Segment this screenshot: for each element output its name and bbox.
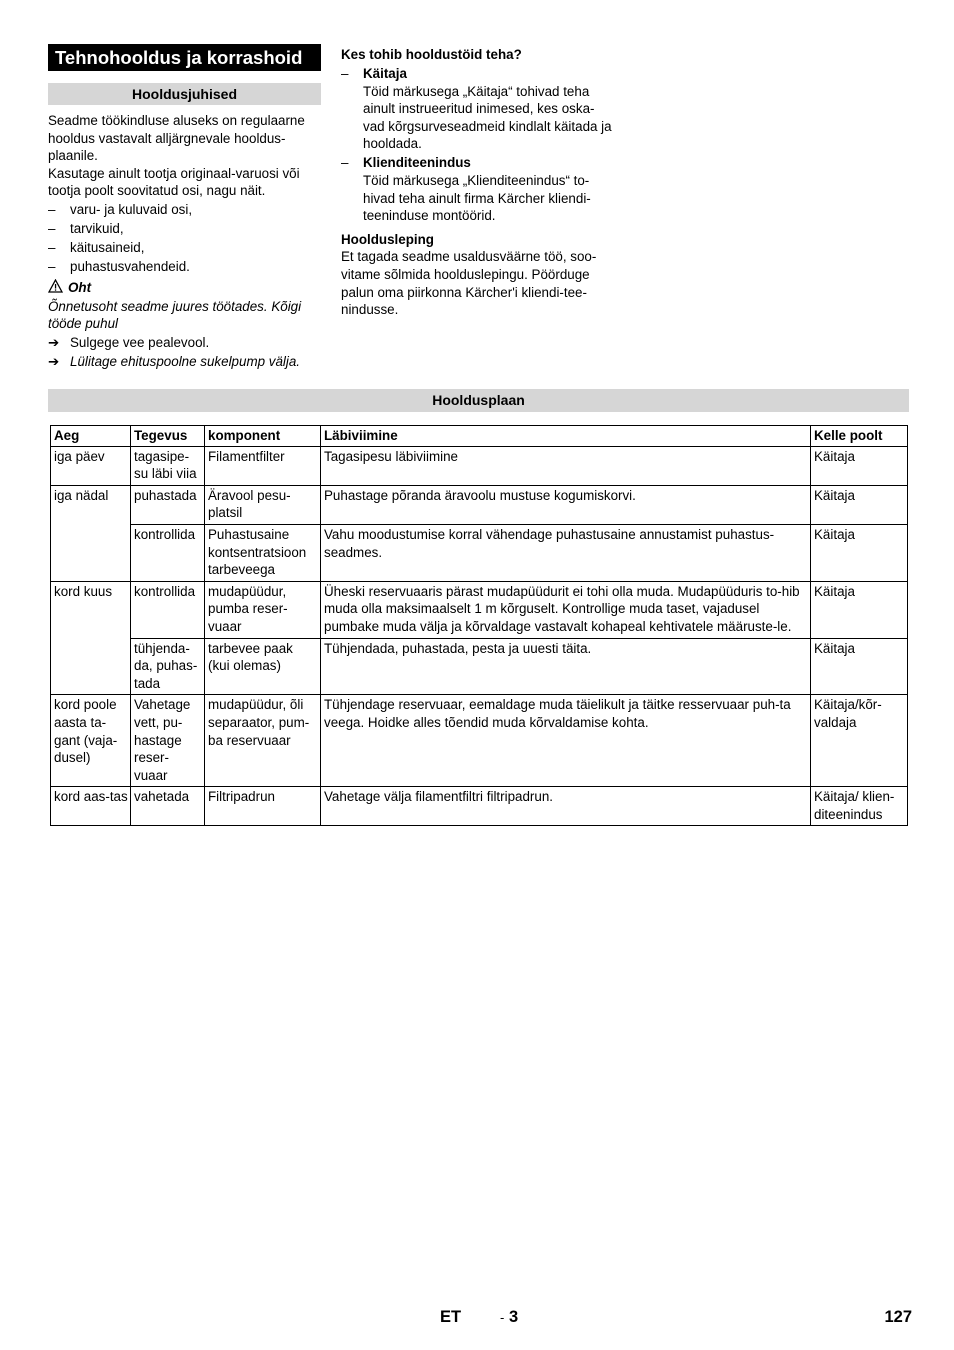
footer-section-number: 3	[508, 1308, 519, 1326]
cell-tegevus: kontrollida	[131, 581, 205, 638]
page-title: Tehnohooldus ja korrashoid	[48, 44, 321, 71]
cell-labiviimine: Tagasipesu läbiviimine	[321, 446, 811, 485]
col-header-tegevus: Tegevus	[131, 426, 205, 447]
contract-heading: Hooldusleping	[341, 231, 434, 247]
warning-text: Õnnetusoht seadme juures töötades. Kõigi tööde puhul	[48, 298, 302, 332]
footer-section-page	[500, 1307, 518, 1328]
table-row	[51, 581, 908, 638]
table-header-row	[51, 426, 908, 447]
list-item	[48, 239, 321, 257]
table-row	[51, 695, 908, 787]
cell-komponent: Filtripadrun	[205, 787, 321, 826]
dash-bullet: –	[48, 202, 56, 218]
cell-aeg: kord poole aasta ta-gant (vaja-dusel)	[51, 695, 131, 787]
cell-komponent: Puhastusaine kontsentratsioon tarbeveega	[205, 524, 321, 581]
step-item	[48, 353, 321, 371]
list-item-text: tarvikuid,	[70, 221, 124, 237]
role-description: Töid märkusega „Käitaja“ tohivad teha ainult instrueeritud inimesed, kes oska-vad kõrgsurveseadmeid kindlalt käitada ja hooldada.	[363, 83, 612, 152]
dash-bullet: –	[341, 155, 349, 171]
role-label: Käitaja	[363, 65, 407, 81]
cell-labiviimine: Vahu moodustumise korral vähendage puhastusaine annustamist puhastus-seadmes.	[321, 524, 811, 581]
list-item	[48, 258, 321, 276]
cell-komponent: Filamentfilter	[205, 446, 321, 485]
cell-tegevus: tagasipe-su läbi viia	[131, 446, 205, 485]
dash-bullet: –	[48, 259, 56, 275]
list-item	[48, 220, 321, 238]
cell-komponent: Äravool pesu-platsil	[205, 485, 321, 524]
cell-kelle-poolt: Käitaja/ klien-diteenindus	[811, 787, 908, 826]
table-row	[51, 446, 908, 485]
step-text: Lülitage ehituspoolne sukelpump välja.	[70, 354, 301, 370]
list-item-text: puhastusvahendeid.	[70, 259, 190, 275]
cell-labiviimine: Tühjendage reservuaar, eemaldage muda täielikult ja täitke resservuaar puh-ta veega. Hoidke alles tõendid muda kõrvaldamise kohta.	[321, 695, 811, 787]
role-label: Klienditeenindus	[363, 155, 471, 171]
dash-bullet: –	[48, 221, 56, 237]
cell-kelle-poolt: Käitaja	[811, 638, 908, 695]
section-heading-hooldusplaan: Hooldusplaan	[48, 389, 909, 412]
arrow-right-icon: ➔	[48, 354, 60, 370]
footer-minus: -	[500, 1310, 505, 1325]
intro-paragraph: Seadme töökindluse aluseks on regulaarne hooldus vastavalt alljärgnevale hooldus-plaanile.	[48, 113, 305, 164]
cell-tegevus: vahetada	[131, 787, 205, 826]
cell-aeg: kord aas-tas	[51, 787, 131, 826]
role-item-kaitaja	[341, 65, 616, 83]
dash-bullet: –	[341, 65, 349, 81]
cell-kelle-poolt: Käitaja	[811, 524, 908, 581]
step-text: Sulgege vee pealevool.	[70, 335, 210, 351]
section-heading-hooldusjuhised: Hooldusjuhised	[48, 83, 321, 105]
role-item-klienditeenindus	[341, 154, 616, 172]
list-item	[48, 201, 321, 219]
cell-kelle-poolt: Käitaja	[811, 581, 908, 638]
cell-tegevus: Vahetage vett, pu-hastage reser-vuaar	[131, 695, 205, 787]
arrow-right-icon: ➔	[48, 335, 60, 351]
step-item	[48, 334, 321, 352]
table-row	[51, 485, 908, 524]
cell-kelle-poolt: Käitaja	[811, 485, 908, 524]
cell-komponent: mudapüüdur, õli separaator, pum-ba reservuaar	[205, 695, 321, 787]
cell-labiviimine: Üheski reservuaaris pärast mudapüüdurit ei tohi olla muda. Mudapüüduris to-hib muda olla maksimaalselt 1 m kõrguselt. Kontrollige muda taset, vajadusel pumbake muda välja ja kõrvaldage vastavalt kohapeal kehtivatele määruste-le.	[321, 581, 811, 638]
warning-block	[48, 279, 321, 298]
cell-aeg: iga nädal	[51, 485, 131, 581]
role-description: Töid märkusega „Klienditeenindus“ to-hivad teha ainult firma Kärcher kliendi-teeninduse montöörid.	[363, 172, 591, 224]
cell-tegevus: puhastada	[131, 485, 205, 524]
table-row	[51, 638, 908, 695]
cell-tegevus: tühjenda-da, puhas-tada	[131, 638, 205, 695]
warning-triangle-icon	[48, 279, 68, 298]
cell-aeg: kord kuus	[51, 581, 131, 695]
list-item-text: käitusaineid,	[70, 240, 145, 256]
footer-language: ET	[440, 1308, 462, 1326]
dash-bullet: –	[48, 240, 56, 256]
col-header-komponent: komponent	[205, 426, 321, 447]
table-row	[51, 524, 908, 581]
left-column	[48, 44, 321, 371]
who-may-service-heading: Kes tohib hooldustöid teha?	[341, 47, 522, 62]
list-item-text: varu- ja kuluvaid osi,	[70, 202, 193, 218]
cell-labiviimine: Vahetage välja filamentfiltri filtripadrun.	[321, 787, 811, 826]
cell-labiviimine: Puhastage põranda äravoolu mustuse kogumiskorvi.	[321, 485, 811, 524]
cell-kelle-poolt: Käitaja	[811, 446, 908, 485]
cell-komponent: tarbevee paak (kui olemas)	[205, 638, 321, 695]
middle-column	[341, 46, 616, 319]
footer-page-number: 127	[884, 1308, 912, 1326]
warning-label: Oht	[68, 280, 92, 296]
cell-tegevus: kontrollida	[131, 524, 205, 581]
col-header-aeg: Aeg	[51, 426, 131, 447]
cell-aeg: iga päev	[51, 446, 131, 485]
col-header-labiviimine: Läbiviimine	[321, 426, 811, 447]
cell-labiviimine: Tühjendada, puhastada, pesta ja uuesti täita.	[321, 638, 811, 695]
maintenance-table	[50, 425, 908, 826]
table-row	[51, 787, 908, 826]
cell-kelle-poolt: Käitaja/kõr-valdaja	[811, 695, 908, 787]
cell-komponent: mudapüüdur, pumba reser-vuaar	[205, 581, 321, 638]
parts-paragraph: Kasutage ainult tootja originaal-varuosi või tootja poolt soovitatud osi, nagu näit.	[48, 165, 300, 199]
contract-text: Et tagada seadme usaldusväärne töö, soo-vitame sõlmida hoolduslepingu. Pöörduge palun oma piirkonna Kärcher'i kliendi-tee-nindusse.	[341, 249, 597, 318]
col-header-kelle-poolt: Kelle poolt	[811, 426, 908, 447]
